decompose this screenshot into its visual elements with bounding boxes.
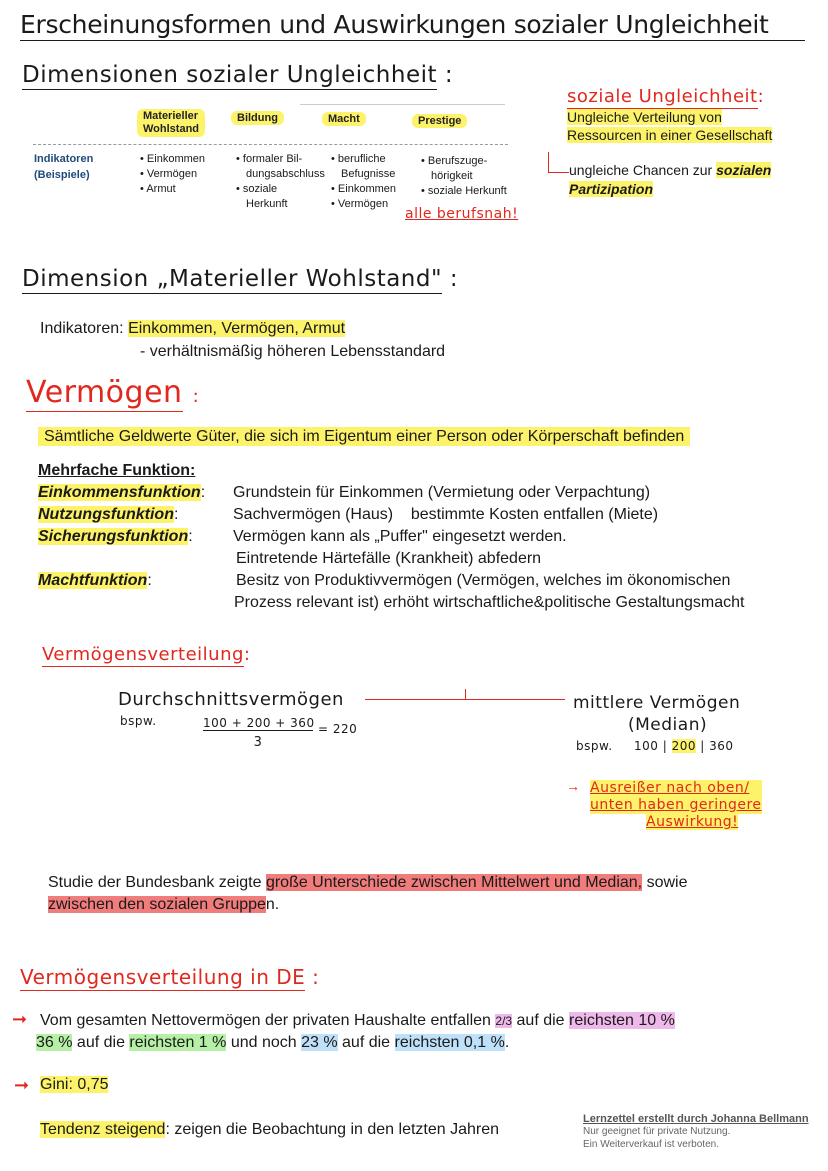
verteilung-colon: : [243, 644, 251, 665]
dimension-mw-line2: - verhältnismäßig höheren Lebensstandard [140, 343, 446, 360]
bspw-right: bspw. [576, 739, 613, 753]
ausreisser-note [590, 780, 762, 831]
soziale-ungleichheit-consequence [569, 161, 771, 199]
function-name: Einkommensfunktion [38, 484, 201, 501]
formula-numerator: 100 + 200 + 360 [203, 716, 315, 730]
verteilung-heading-text: Vermögensverteilung [42, 644, 244, 665]
bspw-left: bspw. [120, 714, 157, 728]
arrow-icon: ➞ [14, 1075, 30, 1095]
median-sub: (Median) [628, 715, 708, 735]
consequence-text: ungleiche Chancen zur [569, 162, 713, 178]
consequence-bold: sozialen [716, 162, 772, 178]
comparison-line [365, 699, 565, 700]
function-text: Vermögen kann als „Puffer" eingesetzt werden. [233, 528, 567, 545]
comparison-tick [465, 689, 466, 699]
function-text: Eintretende Härtefälle (Krankheit) abfedern [236, 550, 542, 567]
de-text: auf die [342, 1034, 391, 1051]
verteilung-heading [42, 644, 251, 665]
dimension-mw-heading-text: Dimension „Materieller Wohlstand" [22, 266, 443, 292]
list-item: • Berufszuge- [421, 155, 488, 167]
formula-denominator: 3 [253, 735, 263, 750]
de-colon: : [312, 965, 320, 989]
indicators-label-line: (Beispiele) [34, 169, 90, 181]
soziale-ungleichheit-definition [567, 108, 772, 144]
arrow-connector [548, 152, 569, 173]
median-label: mittlere Vermögen [573, 693, 741, 713]
list-item: • Vermögen [331, 198, 389, 210]
indicator-list-prestige [421, 154, 507, 199]
soziale-ungleichheit-colon: : [757, 86, 765, 107]
vermoegen-colon: : [192, 386, 200, 407]
note-line [590, 814, 762, 831]
indicators-prefix: Indikatoren: [40, 320, 124, 337]
function-name: Sicherungsfunktion [38, 528, 189, 545]
dimensions-heading [22, 62, 453, 88]
list-item: Herkunft [246, 198, 288, 210]
tendenz-rest: : zeigen die Beobachtung in den letzten Jahren [165, 1121, 500, 1138]
de-line1-mid: auf die [516, 1012, 565, 1029]
list-item: dungsabschluss [246, 168, 325, 180]
dimension-header-prestige: Prestige [412, 114, 467, 128]
studie-highlight: zwischen den sozialen Gruppe [48, 896, 266, 913]
dimension-mw-colon: : [449, 266, 459, 292]
de-text: . [504, 1034, 510, 1051]
studie-prefix: Studie der Bundesbank zeigte [48, 874, 262, 891]
function-name: Nutzungsfunktion [38, 506, 174, 523]
de-text: und noch [230, 1034, 297, 1051]
vermoegen-definition-text: Sämtliche Geldwerte Güter, die sich im Eigentum einer Person oder Körperschaft befinden [38, 427, 690, 446]
function-row-sicherung [38, 528, 193, 546]
list-item: • Einkommen [140, 152, 205, 167]
list-item: • berufliche [331, 153, 386, 165]
list-item: • soziale Herkunft [421, 185, 507, 197]
function-row-einkommen [38, 484, 205, 502]
dimension-header-bildung: Bildung [231, 111, 284, 125]
median-value: 100 [634, 739, 659, 753]
list-item: • Armut [140, 182, 205, 197]
median-values: 100 | 200 | 360 [634, 739, 734, 753]
functions-heading: Mehrfache Funktion: [38, 462, 196, 479]
dimension-header-line: Materieller [143, 110, 199, 122]
vermoegen-definition [38, 428, 690, 446]
de-highlight: reichsten 1 % [129, 1034, 227, 1051]
gini [40, 1076, 108, 1094]
dimension-mw-indicators [40, 320, 345, 338]
de-heading [20, 965, 319, 989]
footer-line: Ein Weiterverkauf ist verboten. [583, 1139, 719, 1150]
studie-suffix: sowie [646, 874, 688, 891]
dimension-header-materieller-wohlstand [137, 109, 205, 137]
function-row-macht [38, 572, 152, 590]
note-line: unten haben geringere [590, 797, 762, 813]
function-name: Machtfunktion [38, 572, 148, 589]
list-item: Befugnisse [341, 168, 396, 180]
consequence-bold: Partizipation [569, 181, 654, 197]
indicator-list-materieller-wohlstand [140, 152, 205, 197]
function-text: Grundstein für Einkommen (Vermietung oder Verpachtung) [233, 484, 651, 501]
footer-title: Lernzettel erstellt durch Johanna Bellmann [583, 1113, 809, 1125]
note-line-text: Auswirkung! [646, 814, 739, 830]
indicator-list-macht [331, 152, 396, 212]
list-item: • Vermögen [140, 167, 205, 182]
function-sep: : [200, 484, 206, 501]
list-item: hörigkeit [431, 170, 473, 182]
studie-highlight: große Unterschiede zwischen Mittelwert und Median, [265, 874, 643, 891]
soziale-ungleichheit-heading [567, 86, 764, 107]
de-text: auf die [76, 1034, 125, 1051]
dimension-mw-heading [22, 266, 458, 292]
definition-line: Ressourcen in einer Gesellschaft [567, 127, 773, 143]
de-highlight: reichsten 0,1 % [394, 1034, 505, 1051]
alle-berufsnah-note: alle berufsnah! [405, 206, 519, 222]
page-title: Erscheinungsformen und Auswirkungen sozialer Ungleichheit [20, 10, 805, 41]
arrow-icon: ➞ [12, 1009, 28, 1029]
de-line1-highlight: reichsten 10 % [569, 1012, 675, 1029]
indicator-list-bildung [236, 152, 325, 212]
indicators-label [34, 151, 93, 183]
durchschnitt-label: Durchschnittsvermögen [118, 689, 344, 710]
function-sep: : [147, 572, 152, 589]
note-line: Ausreißer nach oben/ [590, 780, 762, 797]
de-highlight: 23 % [301, 1034, 338, 1051]
de-line2 [36, 1034, 509, 1052]
dimension-header-line: Wohlstand [143, 123, 200, 135]
function-sep: : [173, 506, 179, 523]
soziale-ungleichheit-heading-text: soziale Ungleichheit [567, 86, 758, 107]
footer-line: Nur geeignet für private Nutzung. [583, 1126, 731, 1137]
de-highlight: 36 % [36, 1034, 73, 1051]
dimensions-heading-text: Dimensionen sozialer Ungleichheit [22, 62, 438, 88]
median-value: 360 [709, 739, 734, 753]
function-text: Sachvermögen (Haus) bestimmte Kosten entfallen (Miete) [233, 506, 659, 523]
function-sep: : [188, 528, 193, 545]
dimension-header-macht: Macht [322, 112, 366, 126]
list-item: • Einkommen [331, 183, 396, 195]
divider [300, 104, 505, 105]
vermoegen-heading [26, 375, 199, 410]
formula-result: = 220 [318, 722, 358, 736]
tendenz [40, 1121, 499, 1139]
de-line1 [40, 1012, 675, 1030]
arrow-icon: → [566, 778, 580, 794]
studie-end: n. [265, 896, 280, 913]
list-item: • soziale [236, 183, 278, 195]
list-item: • formaler Bil- [236, 153, 303, 165]
median-value-highlight: 200 [671, 739, 696, 753]
de-fraction: 2/3 [495, 1014, 513, 1028]
vermoegen-heading-text: Vermögen [26, 375, 183, 410]
function-text: Besitz von Produktivvermögen (Vermögen, welches im ökonomischen [236, 572, 731, 589]
indicators-list: Einkommen, Vermögen, Armut [128, 320, 346, 337]
function-row-nutzung [38, 506, 178, 524]
studie-text [48, 872, 687, 916]
function-text: Prozess relevant ist) erhöht wirtschaftliche&politische Gestaltungsmacht [234, 594, 745, 611]
tendenz-highlight: Tendenz steigend [40, 1121, 166, 1138]
footer [583, 1113, 809, 1151]
de-line1-prefix: Vom gesamten Nettovermögen der privaten Haushalte entfallen [40, 1012, 491, 1029]
gini-value: Gini: 0,75 [40, 1076, 109, 1093]
dashed-divider [33, 144, 508, 145]
dimensions-heading-colon: : [444, 62, 454, 88]
de-heading-text: Vermögensverteilung in DE [20, 965, 306, 989]
definition-line: Ungleiche Verteilung von [567, 109, 722, 125]
indicators-label-line: Indikatoren [34, 153, 94, 165]
